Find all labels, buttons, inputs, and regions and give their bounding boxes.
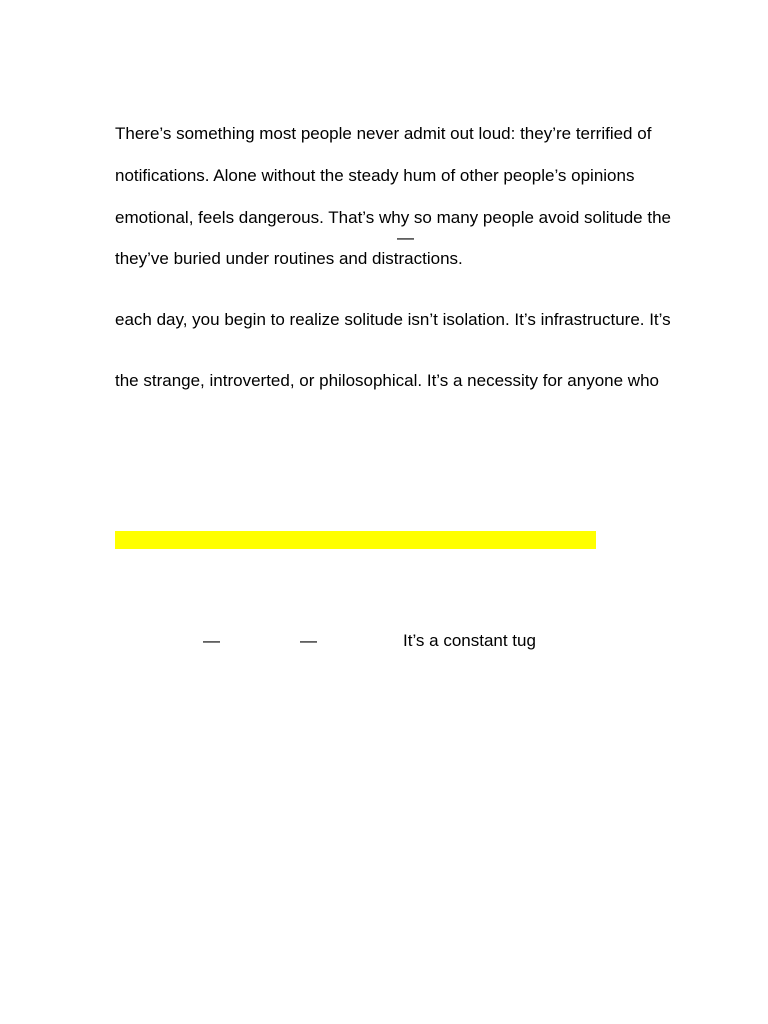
text-line-5: each day, you begin to realize solitude isn’t isolation. It’s infrastructure. It’s (115, 310, 671, 329)
yellow-highlight-bar (115, 531, 596, 549)
text-line-3: emotional, feels dangerous. That’s why so many people avoid solitude the (115, 208, 671, 227)
em-dash-middle: — (300, 631, 317, 650)
em-dash-mark: — (397, 228, 414, 247)
text-line-4: they’ve buried under routines and distractions. (115, 249, 463, 268)
em-dash-left: — (203, 631, 220, 650)
text-line-2: notifications. Alone without the steady hum of other people’s opinions (115, 166, 635, 185)
text-line-1: There’s something most people never admit out loud: they’re terrified of (115, 124, 652, 143)
text-line-6: the strange, introverted, or philosophical. It’s a necessity for anyone who (115, 371, 659, 390)
text-fragment: It’s a constant tug (403, 631, 536, 650)
